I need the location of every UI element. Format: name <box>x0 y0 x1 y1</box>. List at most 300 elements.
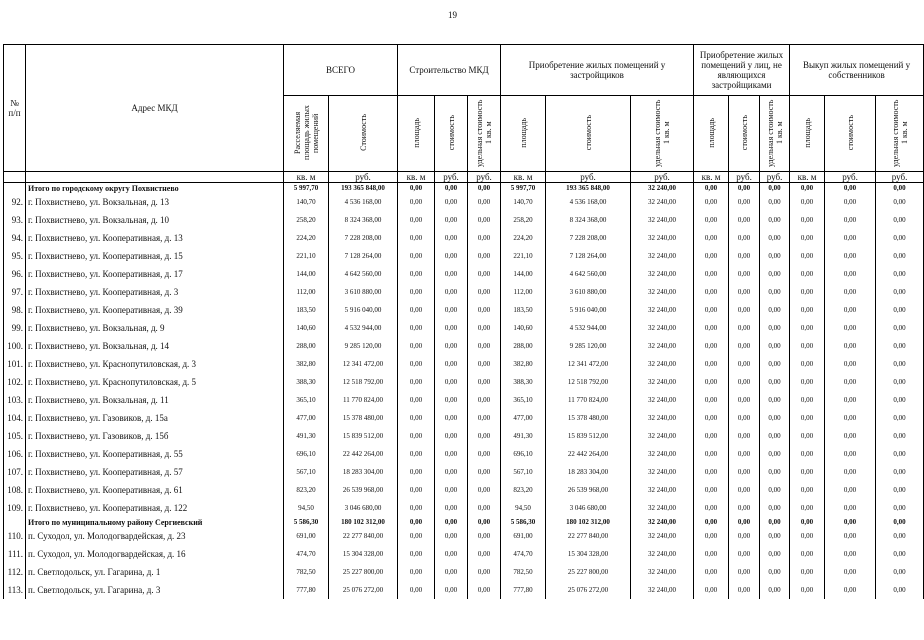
row-value: 0,00 <box>876 391 924 409</box>
row-value: 0,00 <box>729 301 760 319</box>
row-value: 0,00 <box>760 581 790 599</box>
row-value: 0,00 <box>729 337 760 355</box>
row-value: 0,00 <box>760 283 790 301</box>
row-value: 0,00 <box>398 391 435 409</box>
row-value: 0,00 <box>876 463 924 481</box>
unit-cell: руб. <box>876 172 924 183</box>
row-value: 0,00 <box>468 229 501 247</box>
row-value: 0,00 <box>825 499 876 517</box>
row-value: 0,00 <box>876 301 924 319</box>
row-value: 15 378 480,00 <box>329 409 398 427</box>
row-value: 32 240,00 <box>631 545 694 563</box>
row-value: 0,00 <box>694 445 729 463</box>
row-value: 0,00 <box>435 283 468 301</box>
row-value: 0,00 <box>790 193 825 211</box>
row-value: 491,30 <box>501 427 546 445</box>
row-value: 0,00 <box>790 373 825 391</box>
row-value: 0,00 <box>760 301 790 319</box>
row-value: 32 240,00 <box>631 229 694 247</box>
row-value: 32 240,00 <box>631 463 694 481</box>
subheader-unit-cost: удельная стоимость 1 кв. м <box>760 96 790 172</box>
row-value: 94,50 <box>501 499 546 517</box>
row-value: 224,20 <box>284 229 329 247</box>
row-number: 94. <box>4 229 26 247</box>
row-value: 0,00 <box>876 355 924 373</box>
row-value: 0,00 <box>435 581 468 599</box>
row-number: 101. <box>4 355 26 373</box>
row-value: 0,00 <box>468 247 501 265</box>
header-number: № п/п <box>4 45 26 172</box>
row-value: 0,00 <box>729 193 760 211</box>
table-row <box>4 283 924 301</box>
row-value: 4 642 560,00 <box>546 265 631 283</box>
row-value: 0,00 <box>435 373 468 391</box>
row-value: 7 228 208,00 <box>329 229 398 247</box>
row-value: 0,00 <box>760 563 790 581</box>
row-value: 388,30 <box>501 373 546 391</box>
row-value: 0,00 <box>729 247 760 265</box>
row-number: 95. <box>4 247 26 265</box>
row-value: 823,20 <box>501 481 546 499</box>
row-value: 0,00 <box>468 545 501 563</box>
row-value: 0,00 <box>790 283 825 301</box>
row-value: 32 240,00 <box>631 373 694 391</box>
unit-cell: руб. <box>631 172 694 183</box>
row-value: 26 539 968,00 <box>329 481 398 499</box>
row-value: 777,80 <box>284 581 329 599</box>
row-value: 0,00 <box>468 319 501 337</box>
page-number: 19 <box>448 10 457 20</box>
row-value: 0,00 <box>694 355 729 373</box>
row-value: 0,00 <box>435 481 468 499</box>
row-value: 0,00 <box>398 337 435 355</box>
row-value: 5 916 040,00 <box>329 301 398 319</box>
unit-cell: кв. м <box>398 172 435 183</box>
row-value: 0,00 <box>468 581 501 599</box>
table-row <box>4 247 924 265</box>
row-value: 0,00 <box>398 229 435 247</box>
row-value: 0,00 <box>825 463 876 481</box>
row-value: 0,00 <box>876 481 924 499</box>
row-address: г. Похвистнево, ул. Вокзальная, д. 9 <box>26 319 284 337</box>
row-value: 0,00 <box>729 463 760 481</box>
row-value: 0,00 <box>468 283 501 301</box>
row-value: 0,00 <box>729 445 760 463</box>
header-group-construction: Строительство МКД <box>398 45 501 96</box>
row-value: 0,00 <box>760 481 790 499</box>
row-value: 696,10 <box>501 445 546 463</box>
row-value: 0,00 <box>729 409 760 427</box>
row-value: 0,00 <box>398 545 435 563</box>
row-value: 0,00 <box>435 183 468 194</box>
row-address: г. Похвистнево, ул. Кооперативная, д. 13 <box>26 229 284 247</box>
row-value: 25 076 272,00 <box>329 581 398 599</box>
row-value: 0,00 <box>760 229 790 247</box>
row-value: 0,00 <box>790 337 825 355</box>
row-value: 0,00 <box>876 499 924 517</box>
row-value: 0,00 <box>876 229 924 247</box>
row-address: г. Похвистнево, ул. Газовиков, д. 15б <box>26 427 284 445</box>
row-value: 15 378 480,00 <box>546 409 631 427</box>
unit-cell: кв. м <box>790 172 825 183</box>
row-value: 0,00 <box>398 319 435 337</box>
row-value: 32 240,00 <box>631 499 694 517</box>
row-value: 0,00 <box>790 481 825 499</box>
row-value: 0,00 <box>790 581 825 599</box>
row-value: 0,00 <box>468 517 501 527</box>
row-value: 32 240,00 <box>631 391 694 409</box>
row-value: 782,50 <box>501 563 546 581</box>
row-value: 0,00 <box>398 445 435 463</box>
row-value: 382,80 <box>501 355 546 373</box>
row-value: 32 240,00 <box>631 527 694 545</box>
row-value: 0,00 <box>825 517 876 527</box>
row-number: 112. <box>4 563 26 581</box>
row-value: 0,00 <box>435 445 468 463</box>
row-value: 32 240,00 <box>631 355 694 373</box>
row-value: 183,50 <box>501 301 546 319</box>
row-number: 106. <box>4 445 26 463</box>
row-address: г. Похвистнево, ул. Кооперативная, д. 3 <box>26 283 284 301</box>
table-header <box>4 45 924 183</box>
row-value: 0,00 <box>876 563 924 581</box>
unit-cell: руб. <box>760 172 790 183</box>
row-value: 388,30 <box>284 373 329 391</box>
row-number: 97. <box>4 283 26 301</box>
row-value: 0,00 <box>825 445 876 463</box>
row-value: 0,00 <box>825 409 876 427</box>
row-value: 691,00 <box>284 527 329 545</box>
row-value: 0,00 <box>876 247 924 265</box>
row-value: 0,00 <box>694 373 729 391</box>
row-value: 0,00 <box>729 283 760 301</box>
table-row <box>4 499 924 517</box>
row-value: 0,00 <box>729 265 760 283</box>
row-value: 7 128 264,00 <box>329 247 398 265</box>
row-address: г. Похвистнево, ул. Кооперативная, д. 61 <box>26 481 284 499</box>
table-row <box>4 527 924 545</box>
row-value: 0,00 <box>435 545 468 563</box>
row-value: 0,00 <box>729 319 760 337</box>
row-value: 32 240,00 <box>631 283 694 301</box>
row-value: 3 610 880,00 <box>329 283 398 301</box>
row-value: 0,00 <box>694 409 729 427</box>
row-value: 0,00 <box>790 183 825 194</box>
row-value: 0,00 <box>398 499 435 517</box>
row-value: 0,00 <box>694 563 729 581</box>
row-value: 0,00 <box>790 319 825 337</box>
row-address: г. Похвистнево, ул. Кооперативная, д. 15 <box>26 247 284 265</box>
row-address: г. Похвистнево, ул. Краснопутиловская, д. 5 <box>26 373 284 391</box>
row-value: 3 046 680,00 <box>546 499 631 517</box>
table-row <box>4 355 924 373</box>
subheader-cost: стоимость <box>435 96 468 172</box>
row-value: 0,00 <box>435 409 468 427</box>
row-value: 4 536 168,00 <box>546 193 631 211</box>
row-value: 0,00 <box>825 183 876 194</box>
row-address: п. Суходол, ул. Молодогвардейская, д. 16 <box>26 545 284 563</box>
table-row <box>4 463 924 481</box>
row-address: п. Светлодольск, ул. Гагарина, д. 1 <box>26 563 284 581</box>
subtotal-row <box>4 183 924 194</box>
row-value: 0,00 <box>435 319 468 337</box>
row-value: 5 916 040,00 <box>546 301 631 319</box>
row-value: 0,00 <box>694 283 729 301</box>
row-value: 25 076 272,00 <box>546 581 631 599</box>
row-value: 0,00 <box>398 247 435 265</box>
row-value: 0,00 <box>760 211 790 229</box>
table-row <box>4 337 924 355</box>
table-row <box>4 481 924 499</box>
row-value: 0,00 <box>468 391 501 409</box>
row-number: 99. <box>4 319 26 337</box>
row-value: 0,00 <box>825 319 876 337</box>
table-row <box>4 409 924 427</box>
unit-cell <box>26 172 284 183</box>
table-row <box>4 301 924 319</box>
row-value: 0,00 <box>694 527 729 545</box>
table-row <box>4 391 924 409</box>
row-number: 113. <box>4 581 26 599</box>
row-value: 0,00 <box>729 183 760 194</box>
unit-cell: руб. <box>329 172 398 183</box>
subheader-cost: стоимость <box>825 96 876 172</box>
row-value: 777,80 <box>501 581 546 599</box>
row-number <box>4 183 26 194</box>
row-value: 0,00 <box>825 527 876 545</box>
row-value: 0,00 <box>825 247 876 265</box>
row-value: 140,70 <box>501 193 546 211</box>
row-number: 92. <box>4 193 26 211</box>
row-value: 22 277 840,00 <box>329 527 398 545</box>
row-value: 4 532 944,00 <box>546 319 631 337</box>
row-value: 0,00 <box>435 211 468 229</box>
row-value: 193 365 848,00 <box>329 183 398 194</box>
row-value: 0,00 <box>760 427 790 445</box>
row-value: 0,00 <box>825 301 876 319</box>
row-number <box>4 517 26 527</box>
row-value: 140,60 <box>284 319 329 337</box>
row-value: 0,00 <box>398 373 435 391</box>
resettlement-table <box>3 44 924 599</box>
row-value: 94,50 <box>284 499 329 517</box>
table-row <box>4 373 924 391</box>
row-value: 193 365 848,00 <box>546 183 631 194</box>
row-value: 0,00 <box>876 211 924 229</box>
row-value: 0,00 <box>694 319 729 337</box>
row-value: 0,00 <box>825 563 876 581</box>
row-address: п. Суходол, ул. Молодогвардейская, д. 23 <box>26 527 284 545</box>
row-value: 0,00 <box>435 337 468 355</box>
row-value: 0,00 <box>435 427 468 445</box>
header-group-developers: Приобретение жилых помещений у застройщиков <box>501 45 694 96</box>
row-value: 288,00 <box>501 337 546 355</box>
table-row <box>4 229 924 247</box>
row-value: 0,00 <box>435 463 468 481</box>
unit-cell <box>4 172 26 183</box>
row-value: 3 046 680,00 <box>329 499 398 517</box>
row-value: 0,00 <box>825 545 876 563</box>
row-value: 0,00 <box>468 427 501 445</box>
row-value: 22 442 264,00 <box>329 445 398 463</box>
unit-cell: руб. <box>468 172 501 183</box>
row-value: 32 240,00 <box>631 193 694 211</box>
row-value: 15 839 512,00 <box>329 427 398 445</box>
header-address: Адрес МКД <box>26 45 284 172</box>
row-value: 0,00 <box>468 211 501 229</box>
unit-cell: кв. м <box>694 172 729 183</box>
row-number: 109. <box>4 499 26 517</box>
row-value: 224,20 <box>501 229 546 247</box>
row-value: 0,00 <box>760 517 790 527</box>
row-value: 32 240,00 <box>631 481 694 499</box>
row-value: 365,10 <box>284 391 329 409</box>
row-address: Итого по городскому округу Похвистнево <box>26 183 284 194</box>
row-address: г. Похвистнево, ул. Кооперативная, д. 57 <box>26 463 284 481</box>
row-value: 0,00 <box>435 247 468 265</box>
row-value: 0,00 <box>760 193 790 211</box>
row-value: 140,70 <box>284 193 329 211</box>
row-value: 0,00 <box>729 563 760 581</box>
row-value: 0,00 <box>790 445 825 463</box>
row-number: 96. <box>4 265 26 283</box>
row-value: 0,00 <box>468 409 501 427</box>
row-value: 696,10 <box>284 445 329 463</box>
row-value: 0,00 <box>468 265 501 283</box>
row-value: 0,00 <box>825 391 876 409</box>
table-row <box>4 265 924 283</box>
row-value: 0,00 <box>398 517 435 527</box>
row-value: 477,00 <box>284 409 329 427</box>
row-value: 0,00 <box>694 581 729 599</box>
row-value: 0,00 <box>468 355 501 373</box>
subheader-cost-total: Стоимость <box>329 96 398 172</box>
row-value: 8 324 368,00 <box>329 211 398 229</box>
row-value: 0,00 <box>825 265 876 283</box>
row-value: 0,00 <box>729 499 760 517</box>
row-value: 0,00 <box>694 545 729 563</box>
subheader-cost: стоимость <box>546 96 631 172</box>
row-value: 12 518 792,00 <box>546 373 631 391</box>
row-value: 0,00 <box>876 517 924 527</box>
row-value: 8 324 368,00 <box>546 211 631 229</box>
row-value: 0,00 <box>760 463 790 481</box>
row-value: 32 240,00 <box>631 445 694 463</box>
row-value: 32 240,00 <box>631 211 694 229</box>
row-value: 0,00 <box>790 527 825 545</box>
row-value: 221,10 <box>284 247 329 265</box>
unit-cell: руб. <box>435 172 468 183</box>
row-value: 5 997,70 <box>501 183 546 194</box>
row-value: 32 240,00 <box>631 265 694 283</box>
row-value: 0,00 <box>398 563 435 581</box>
row-address: г. Похвистнево, ул. Вокзальная, д. 14 <box>26 337 284 355</box>
row-value: 7 128 264,00 <box>546 247 631 265</box>
row-value: 782,50 <box>284 563 329 581</box>
row-value: 0,00 <box>398 211 435 229</box>
row-value: 0,00 <box>398 481 435 499</box>
row-address: п. Светлодольск, ул. Гагарина, д. 3 <box>26 581 284 599</box>
row-value: 0,00 <box>398 283 435 301</box>
row-value: 5 586,30 <box>284 517 329 527</box>
row-value: 0,00 <box>468 337 501 355</box>
row-value: 0,00 <box>790 355 825 373</box>
row-value: 0,00 <box>760 319 790 337</box>
row-value: 32 240,00 <box>631 581 694 599</box>
row-address: г. Похвистнево, ул. Кооперативная, д. 55 <box>26 445 284 463</box>
row-value: 0,00 <box>435 563 468 581</box>
header-group-non-developers: Приобретение жилых помещений у лиц, не являющихся застройщиками <box>694 45 790 96</box>
row-value: 3 610 880,00 <box>546 283 631 301</box>
row-value: 0,00 <box>825 581 876 599</box>
row-value: 112,00 <box>284 283 329 301</box>
row-value: 0,00 <box>435 355 468 373</box>
row-value: 0,00 <box>435 517 468 527</box>
row-value: 0,00 <box>729 581 760 599</box>
row-value: 382,80 <box>284 355 329 373</box>
unit-cell: руб. <box>546 172 631 183</box>
row-value: 0,00 <box>468 563 501 581</box>
row-value: 0,00 <box>790 247 825 265</box>
row-value: 12 341 472,00 <box>546 355 631 373</box>
row-value: 0,00 <box>468 183 501 194</box>
table-row <box>4 211 924 229</box>
row-value: 0,00 <box>398 301 435 319</box>
row-value: 0,00 <box>825 283 876 301</box>
row-value: 0,00 <box>790 499 825 517</box>
row-value: 0,00 <box>694 499 729 517</box>
row-value: 0,00 <box>876 427 924 445</box>
row-value: 0,00 <box>760 527 790 545</box>
row-value: 9 285 120,00 <box>329 337 398 355</box>
row-value: 567,10 <box>501 463 546 481</box>
row-value: 0,00 <box>790 545 825 563</box>
row-value: 0,00 <box>760 337 790 355</box>
row-value: 0,00 <box>694 265 729 283</box>
row-value: 0,00 <box>435 301 468 319</box>
table-row <box>4 427 924 445</box>
row-value: 691,00 <box>501 527 546 545</box>
row-value: 112,00 <box>501 283 546 301</box>
row-number: 103. <box>4 391 26 409</box>
row-address: г. Похвистнево, ул. Вокзальная, д. 10 <box>26 211 284 229</box>
row-value: 0,00 <box>468 193 501 211</box>
row-value: 0,00 <box>876 319 924 337</box>
row-value: 9 285 120,00 <box>546 337 631 355</box>
row-address: г. Похвистнево, ул. Кооперативная, д. 17 <box>26 265 284 283</box>
row-value: 18 283 304,00 <box>329 463 398 481</box>
row-value: 18 283 304,00 <box>546 463 631 481</box>
subheader-unit-cost: удельная стоимость 1 кв. м <box>631 96 694 172</box>
row-value: 22 277 840,00 <box>546 527 631 545</box>
row-value: 32 240,00 <box>631 319 694 337</box>
row-value: 7 228 208,00 <box>546 229 631 247</box>
row-value: 0,00 <box>790 301 825 319</box>
row-value: 26 539 968,00 <box>546 481 631 499</box>
row-number: 104. <box>4 409 26 427</box>
header-group-buyout: Выкуп жилых помещений у собственников <box>790 45 924 96</box>
row-value: 0,00 <box>468 527 501 545</box>
row-value: 0,00 <box>468 301 501 319</box>
row-value: 0,00 <box>398 183 435 194</box>
row-value: 140,60 <box>501 319 546 337</box>
row-value: 0,00 <box>760 247 790 265</box>
row-value: 15 304 328,00 <box>546 545 631 563</box>
row-value: 0,00 <box>435 229 468 247</box>
row-value: 477,00 <box>501 409 546 427</box>
row-value: 0,00 <box>694 463 729 481</box>
row-value: 0,00 <box>825 427 876 445</box>
